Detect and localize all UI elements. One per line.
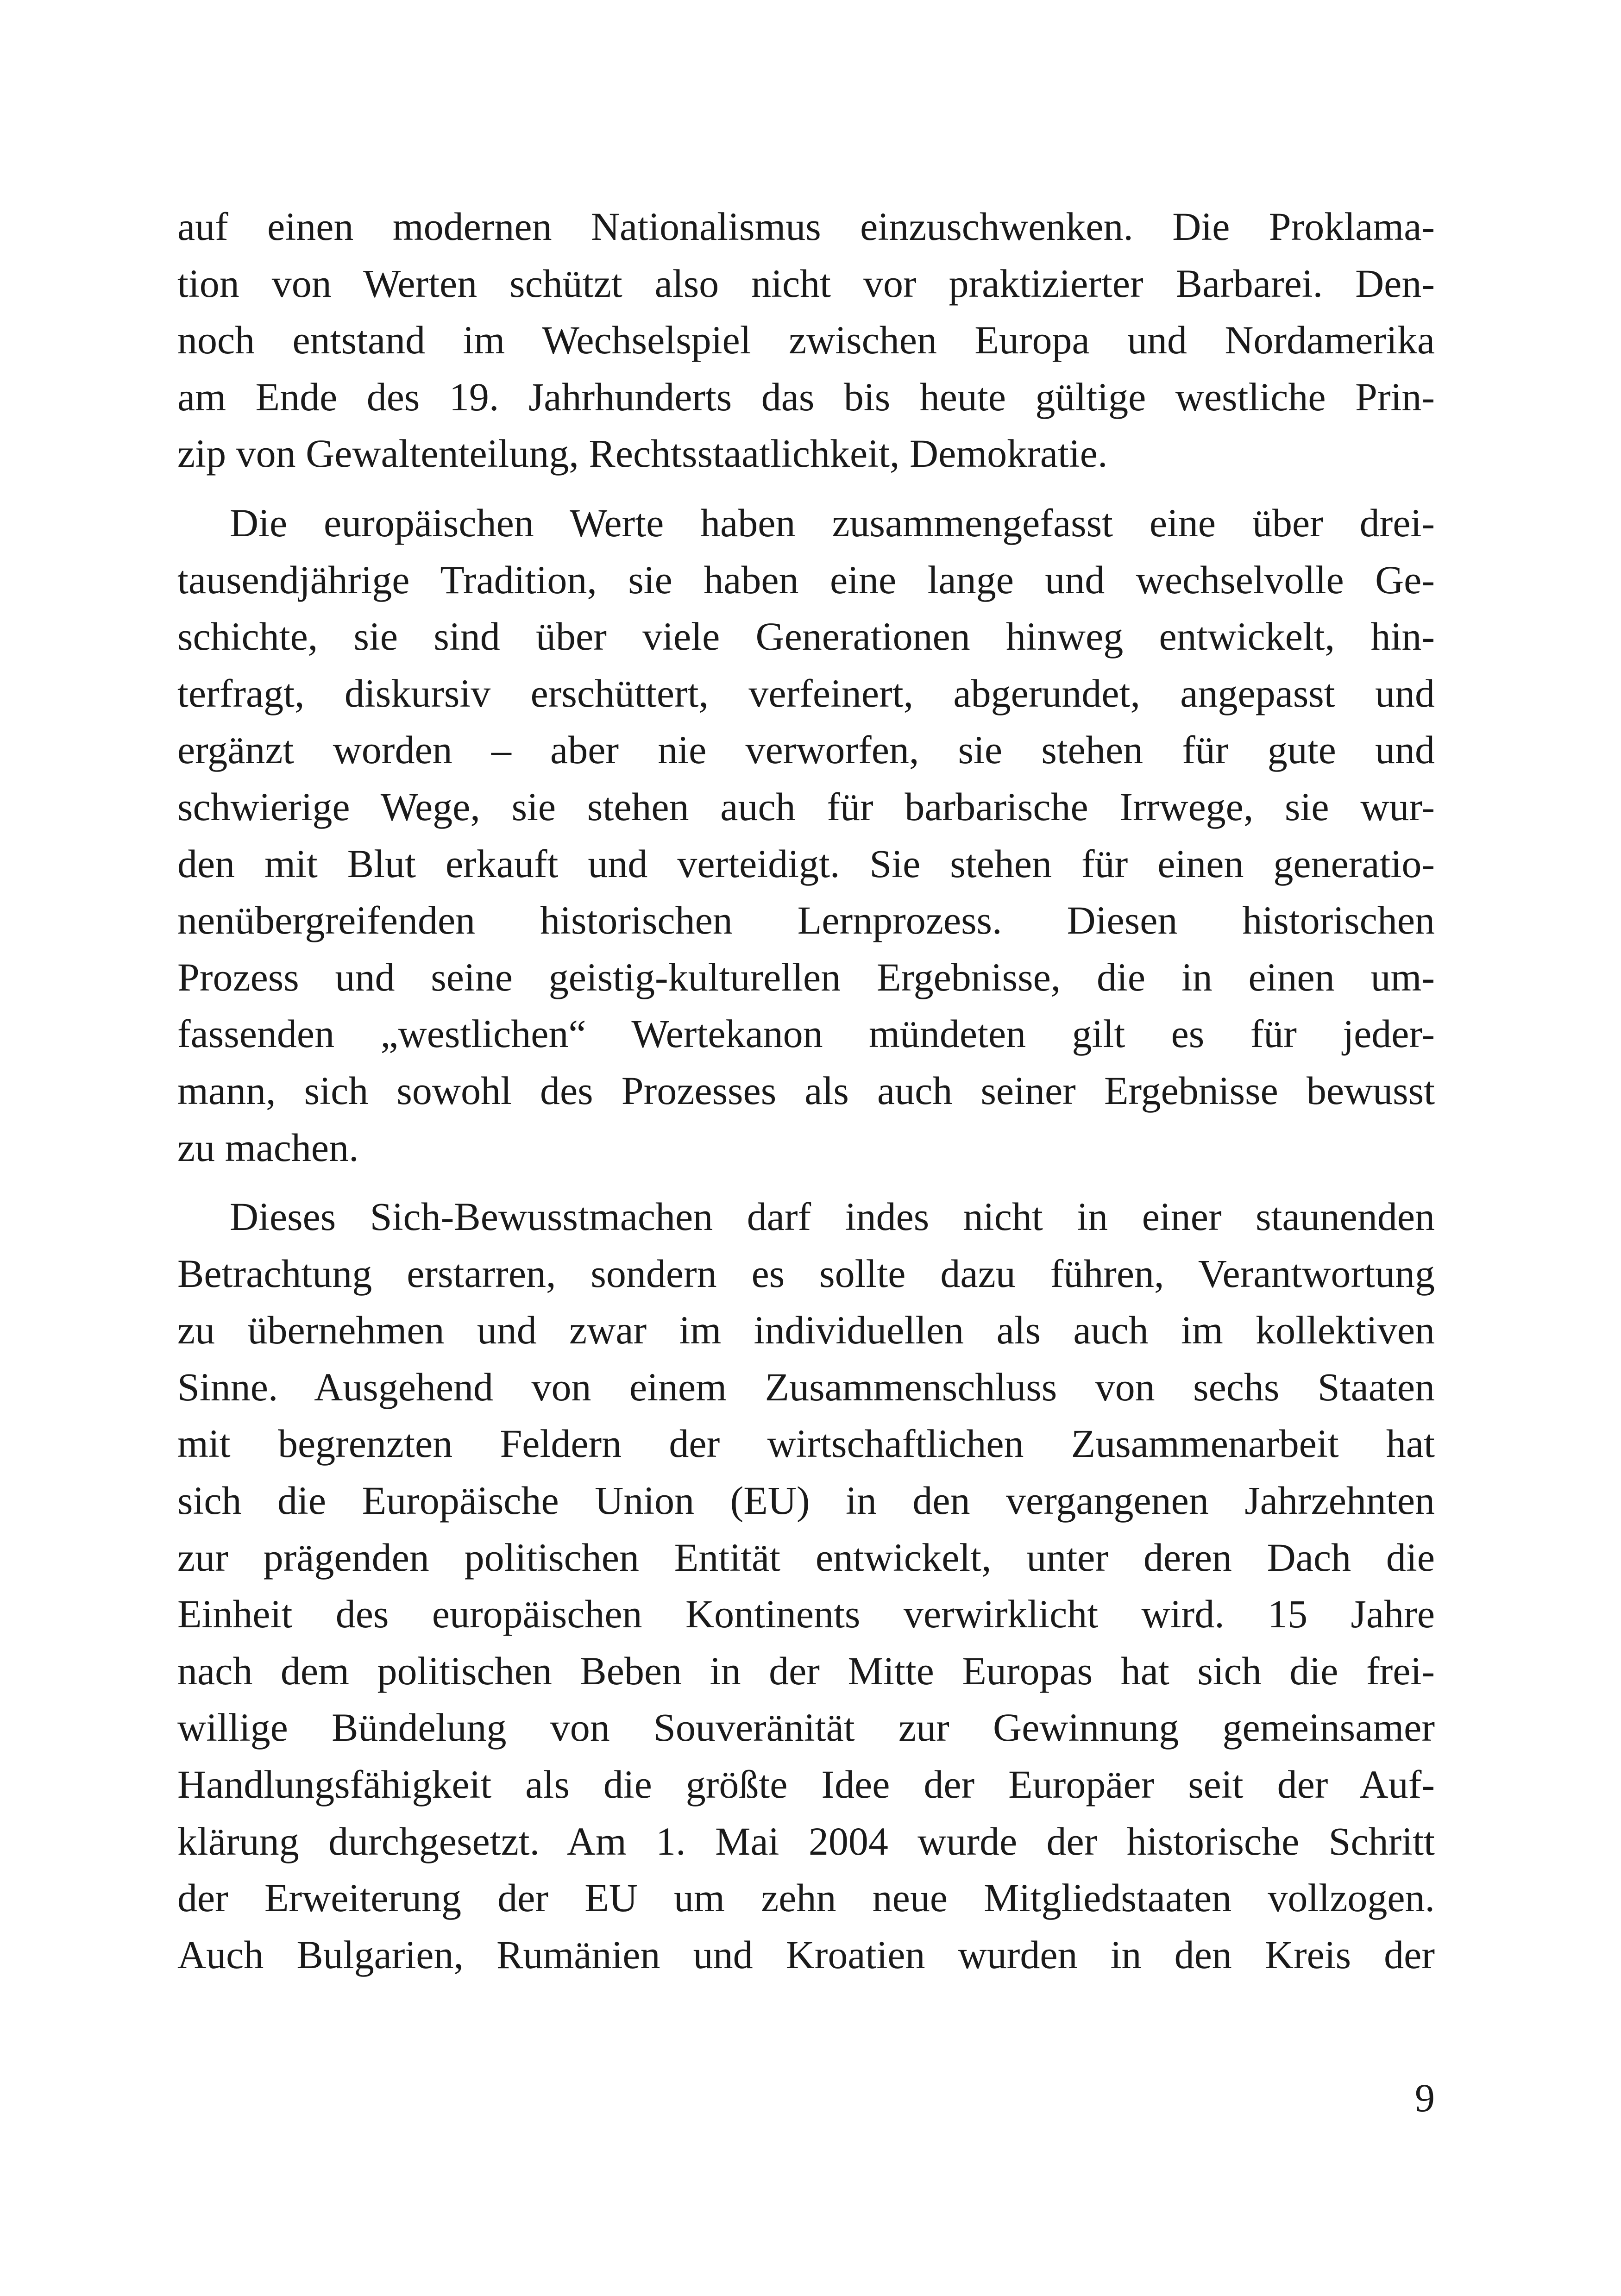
text-line: Die europäischen Werte haben zusammengefasst eine über drei- <box>230 500 1435 545</box>
text-line: der Erweiterung der EU um zehn neue Mitgliedstaaten vollzogen. <box>177 1876 1435 1920</box>
paragraph <box>177 495 1435 1176</box>
paragraph-gap <box>177 1176 1435 1188</box>
text-line: zu machen. <box>177 1125 359 1170</box>
text-line: tausendjährige Tradition, sie haben eine lange und wechselvolle Ge- <box>177 557 1435 602</box>
text-line: sich die Europäische Union (EU) in den vergangenen Jahrzehnten <box>177 1478 1435 1523</box>
text-line: Auch Bulgarien, Rumänien und Kroatien wurden in den Kreis der <box>177 1932 1435 1977</box>
text-line: nenübergreifenden historischen Lernprozess. Diesen historischen <box>177 898 1435 943</box>
paragraph-gap <box>177 482 1435 495</box>
text-line: auf einen modernen Nationalismus einzuschwenken. Die Proklama- <box>177 204 1435 249</box>
text-line: am Ende des 19. Jahrhunderts das bis heute gültige westliche Prin- <box>177 374 1435 419</box>
text-line: fassenden „westlichen“ Wertekanon mündeten gilt es für jeder- <box>177 1011 1435 1056</box>
text-line: Betrachtung erstarren, sondern es sollte dazu führen, Verantwortung <box>177 1251 1435 1296</box>
text-line: klärung durchgesetzt. Am 1. Mai 2004 wurde der historische Schritt <box>177 1819 1435 1863</box>
page-number: 9 <box>1415 2076 1435 2120</box>
text-line: schwierige Wege, sie stehen auch für barbarische Irrwege, sie wur- <box>177 784 1435 829</box>
text-line: Prozess und seine geistig-kulturellen Ergebnisse, die in einen um- <box>177 954 1435 999</box>
text-line: Einheit des europäischen Kontinents verwirklicht wird. 15 Jahre <box>177 1592 1435 1637</box>
text-line: ergänzt worden – aber nie verworfen, sie stehen für gute und <box>177 728 1435 772</box>
text-line: Dieses Sich-Bewusstmachen darf indes nicht in einer staunenden <box>230 1194 1435 1239</box>
paragraph <box>177 1188 1435 1983</box>
text-line: zu übernehmen und zwar im individuellen als auch im kollektiven <box>177 1308 1435 1353</box>
text-line: Handlungsfähigkeit als die größte Idee der Europäer seit der Auf- <box>177 1762 1435 1807</box>
text-line: Sinne. Ausgehend von einem Zusammenschluss von sechs Staaten <box>177 1364 1435 1409</box>
text-line: den mit Blut erkauft und verteidigt. Sie stehen für einen generatio- <box>177 841 1435 886</box>
text-line: schichte, sie sind über viele Generationen hinweg entwickelt, hin- <box>177 614 1435 659</box>
text-line: noch entstand im Wechselspiel zwischen Europa und Nordamerika <box>177 318 1435 363</box>
text-line: tion von Werten schützt also nicht vor praktizierter Barbarei. Den- <box>177 261 1435 306</box>
paragraph <box>177 198 1435 482</box>
text-line: terfragt, diskursiv erschüttert, verfeinert, abgerundet, angepasst und <box>177 671 1435 715</box>
text-line: mit begrenzten Feldern der wirtschaftlichen Zusammenarbeit hat <box>177 1421 1435 1466</box>
text-line: willige Bündelung von Souveränität zur Gewinnung gemeinsamer <box>177 1705 1435 1750</box>
body-text <box>177 198 1435 1983</box>
text-line: zur prägenden politischen Entität entwickelt, unter deren Dach die <box>177 1535 1435 1580</box>
text-line: zip von Gewaltenteilung, Rechtsstaatlichkeit, Demokratie. <box>177 431 1108 476</box>
text-line: nach dem politischen Beben in der Mitte Europas hat sich die frei- <box>177 1648 1435 1693</box>
text-line: mann, sich sowohl des Prozesses als auch seiner Ergebnisse bewusst <box>177 1068 1435 1113</box>
